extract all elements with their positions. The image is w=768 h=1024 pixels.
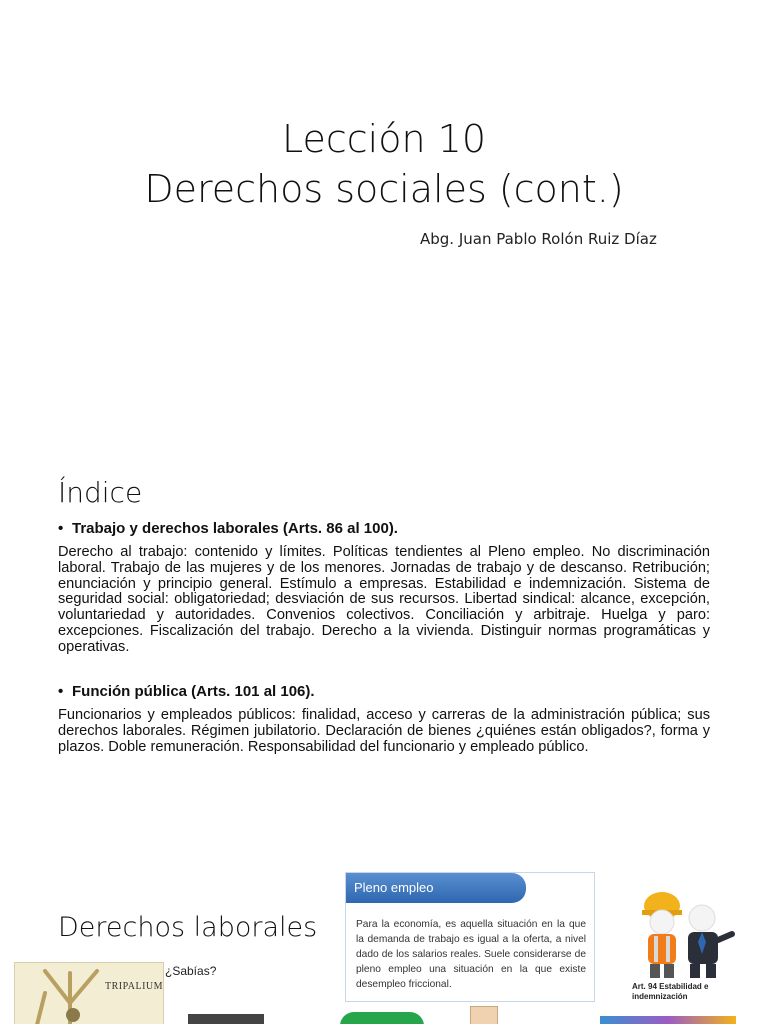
- tripalium-text: TRIPALIUM: [105, 981, 164, 992]
- thumbnail-hand: [470, 1006, 498, 1024]
- did-you-know-label: ¿Sabías?: [165, 964, 217, 978]
- index-heading: Índice: [58, 476, 143, 509]
- lesson-title: [0, 114, 768, 214]
- author-name: Abg. Juan Pablo Rolón Ruiz Díaz: [420, 230, 657, 248]
- card-title: Pleno empleo: [346, 873, 526, 903]
- bullet-funcion-publica: [58, 683, 315, 700]
- paragraph-funcion-publica: Funcionarios y empleados públicos: finalidad, acceso y carreras de la administración pública; sus derechos laborales. Régimen jubilatorio. Declaración de bienes ¿quiénes están obligados?, forma y plazos. Doble remuneración. Responsabilidad del funcionario y empleado público.: [58, 707, 710, 755]
- card-body: Para la economía, es aquella situación en la que la demanda de trabajo es igual a la oferta, a nivel dado de los salarios reales. Suele considerarse de pleno empleo una situación en la que existe desempleo friccional.: [356, 919, 586, 990]
- title-line-2: Derechos sociales (cont.): [144, 167, 624, 211]
- thumbnail-dark: [188, 1014, 264, 1024]
- bullet-dot: •: [58, 683, 64, 700]
- labor-rights-slide: [0, 864, 768, 1024]
- paragraph-trabajo: Derecho al trabajo: contenido y límites. Políticas tendientes al Pleno empleo. No discriminación laboral. Trabajo de las mujeres y de los menores. Jornadas de trabajo y de descanso. Retribución; enunciación y principio general. Estímulo a empresas. Estabilidad e indemnización. Sistema de seguridad social: obligatoriedad; desviación de sus recursos. Libertad sindical: alcance, excepción, voluntariedad y autoridades. Convenios colectivos. Conciliación y arbitraje. Huelga y paro: excepciones. Fiscalización del trabajo. Derecho a la vivienda. Distinguir normas programáticas y operativas.: [58, 544, 710, 655]
- thumbnail-colored: [600, 1016, 736, 1024]
- full-employment-card: [345, 872, 595, 1002]
- tripalium-image: [14, 962, 164, 1024]
- bullet-trabajo: [58, 520, 398, 537]
- bullet-trabajo-text: Trabajo y derechos laborales (Arts. 86 al 100).: [72, 520, 398, 537]
- thumbnail-green: [340, 1012, 424, 1024]
- workers-icon: [628, 884, 736, 980]
- bullet-dot: •: [58, 520, 64, 537]
- title-slide: [0, 0, 768, 432]
- bullet-funcion-publica-text: Función pública (Arts. 101 al 106).: [72, 683, 315, 700]
- title-line-1: Lección 10: [282, 117, 486, 161]
- workers-caption: Art. 94 Estabilidad e indemnización: [632, 982, 709, 1001]
- index-slide: [0, 432, 768, 864]
- tripalium-drawing-icon: [15, 963, 163, 1024]
- labor-rights-heading: Derechos laborales: [58, 912, 318, 943]
